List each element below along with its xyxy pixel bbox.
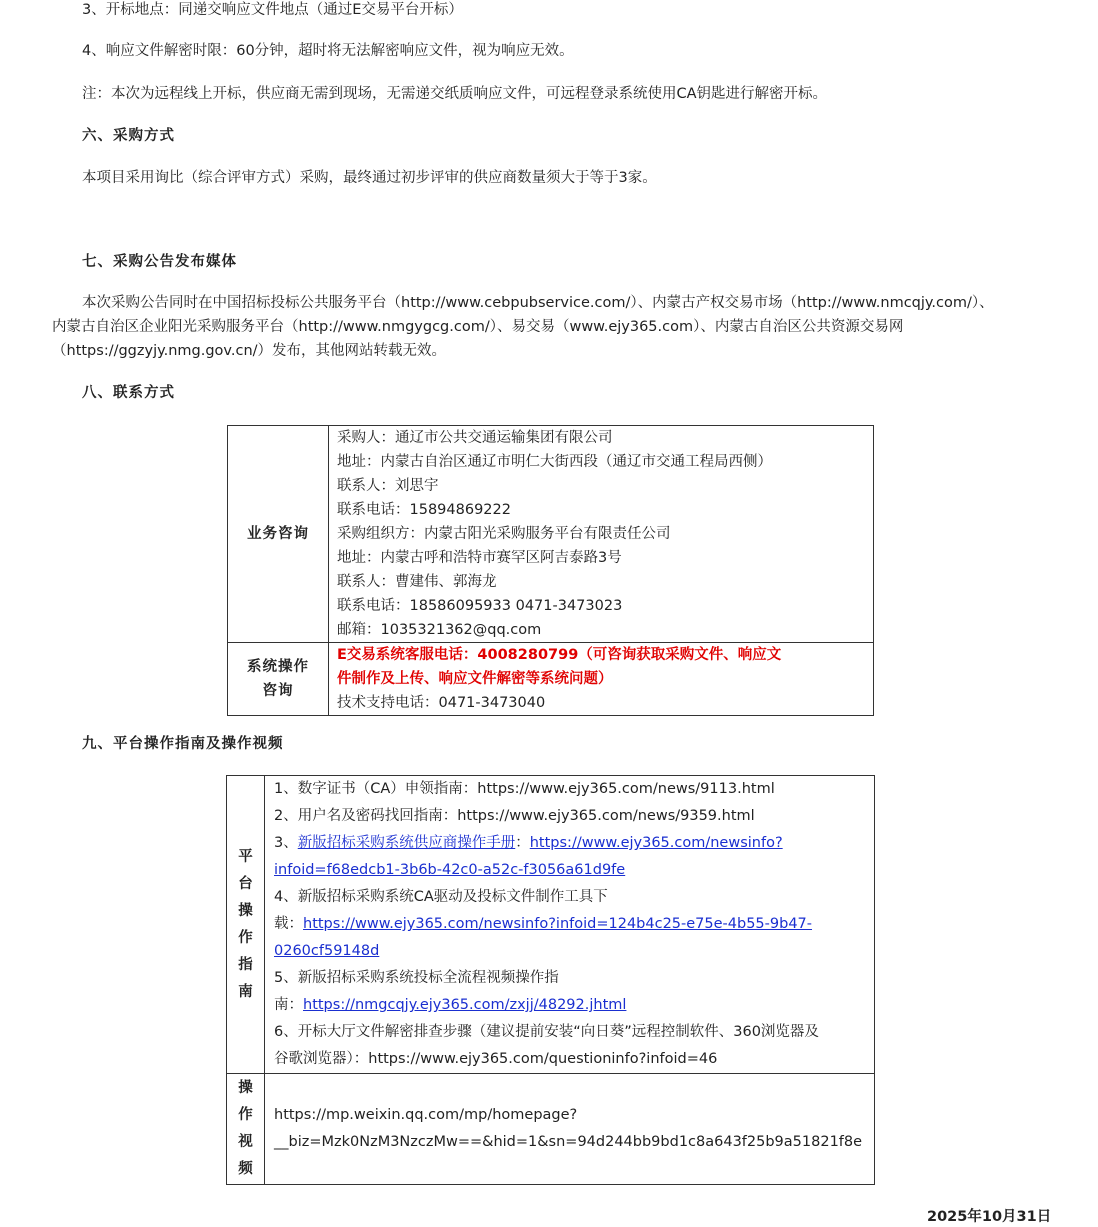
section6-text: 本项目采用询比（综合评审方式）采购，最终通过初步评审的供应商数量须大于等于3家。: [82, 170, 657, 186]
section7-line-3: （https://ggzyjy.nmg.gov.cn/）发布，其他网站转载无效。: [52, 343, 447, 359]
guide-item-ca-driver-url-cont: [274, 938, 865, 965]
guide-item-video: 5、新版招标采购系统投标全流程视频操作指: [274, 970, 559, 986]
video-url-line2: __biz=Mzk0NzM3NzczMw==&hid=1&sn=94d244bb9bd1c8a643f25b9a51821f8e: [274, 1134, 863, 1150]
system-consult-label-line2: 咨询: [262, 683, 294, 699]
guide-item-manual-url-cont: [274, 857, 865, 884]
guide-item-video-url: [274, 992, 865, 1019]
guide-label-char: 操: [238, 902, 253, 919]
organizer-contact-line: 联系人：曹建伟、郭海龙: [337, 574, 497, 590]
system-consult-label-line1: 系统操作: [247, 659, 309, 675]
guide-label-char: 南: [238, 983, 253, 1000]
ca-driver-link[interactable]: https://www.ejy365.com/newsinfo?infoid=124b4c25-e75e-4b55-9b47-: [303, 916, 813, 932]
video-label-char: 操: [238, 1080, 253, 1096]
tech-support-line: 技术支持电话：0471-3473040: [337, 695, 546, 711]
video-label-char: 视: [238, 1134, 253, 1150]
section8-heading: 八、联系方式: [82, 385, 175, 401]
section7-line-1: 本次采购公告同时在中国招标投标公共服务平台（http://www.cebpubservice.com/）、内蒙古产权交易市场（http://www.nmcqjy.com/）、: [82, 295, 994, 311]
video-label-cell: [227, 1074, 265, 1185]
business-consult-label: 业务咨询: [228, 426, 329, 643]
video-url-line1: https://mp.weixin.qq.com/mp/homepage?: [274, 1107, 578, 1123]
business-consult-row: [228, 426, 874, 643]
announcement-date: 2025年10月31日: [927, 1209, 1052, 1225]
hotline-red-line1: E交易系统客服电话：4008280799（可咨询获取采购文件、响应文: [337, 647, 782, 663]
hotline-red-line2: 件制作及上传、响应文件解密等系统问题）: [337, 671, 613, 687]
guide-item-ca-driver-url: [274, 911, 865, 938]
video-row: [227, 1074, 875, 1185]
section6-heading: 六、采购方式: [82, 128, 175, 144]
business-consult-content: [329, 426, 874, 643]
video-label-char: 作: [238, 1107, 253, 1123]
guide-label-char: 作: [238, 929, 253, 946]
supplier-manual-url-link-cont[interactable]: infoid=f68edcb1-3b6b-42c0-a52c-f3056a61d9fe: [274, 862, 626, 878]
purchaser-line: 采购人：通辽市公共交通运输集团有限公司: [337, 430, 613, 446]
organizer-line: 采购组织方：内蒙古阳光采购服务平台有限责任公司: [337, 526, 671, 542]
guide-table: [226, 775, 875, 1185]
organizer-address-line: 地址：内蒙古呼和浩特市赛罕区阿吉泰路3号: [337, 550, 622, 566]
decrypt-time-limit-text: 4、响应文件解密时限：60分钟，超时将无法解密响应文件，视为响应无效。: [82, 43, 574, 59]
guide-label-char: 指: [238, 956, 253, 973]
system-consult-label: [228, 643, 329, 716]
guide-vertical-label: [236, 844, 256, 1006]
section7-line-2: 内蒙古自治区企业阳光采购服务平台（http://www.nmgygcg.com/）、易交易（www.ejy365.com）、内蒙古自治区公共资源交易网: [52, 319, 904, 335]
guide-item-ca: 1、数字证书（CA）申领指南：https://www.ejy365.com/news/9113.html: [274, 781, 775, 797]
guide-label-char: 平: [238, 848, 253, 865]
purchaser-phone-line: 联系电话：15894869222: [337, 502, 511, 518]
guide-content: [265, 776, 875, 1074]
purchaser-address-line: 地址：内蒙古自治区通辽市明仁大街西段（通辽市交通工程局西侧）: [337, 454, 772, 470]
system-consult-content: [329, 643, 874, 716]
video-guide-link[interactable]: https://nmgcqjy.ejy365.com/zxjj/48292.jhtml: [303, 997, 627, 1013]
organizer-email-line: 邮箱：1035321362@qq.com: [337, 622, 542, 638]
guide-item-manual: [274, 830, 865, 857]
guide-item-decrypt-cont: 谷歌浏览器）：https://www.ejy365.com/questioninfo?infoid=46: [274, 1051, 718, 1067]
guide-row: [227, 776, 875, 1074]
contact-table: [227, 425, 874, 716]
opening-location-text: 3、开标地点：同递交响应文件地点（通过E交易平台开标）: [82, 2, 463, 18]
guide-label-cell: [227, 776, 265, 1074]
guide-item-manual-prefix: 3、: [274, 835, 298, 851]
guide-item-ca-driver: 4、新版招标采购系统CA驱动及投标文件制作工具下: [274, 889, 608, 905]
remote-opening-note: 注：本次为远程线上开标，供应商无需到现场，无需递交纸质响应文件，可远程登录系统使用CA钥匙进行解密开标。: [82, 86, 828, 102]
guide-item-decrypt: 6、开标大厅文件解密排查步骤（建议提前安装“向日葵”远程控制软件、360浏览器及: [274, 1024, 819, 1040]
supplier-manual-url-link[interactable]: https://www.ejy365.com/newsinfo?: [529, 835, 783, 851]
ca-driver-link-cont[interactable]: 0260cf59148d: [274, 943, 380, 959]
purchaser-contact-line: 联系人：刘思宇: [337, 478, 439, 494]
guide-item-ca-driver-cont: 载：: [274, 916, 303, 932]
section7-heading: 七、采购公告发布媒体: [82, 254, 237, 270]
organizer-phone-line: 联系电话：18586095933 0471-3473023: [337, 598, 623, 614]
guide-item-manual-colon: ：: [515, 835, 530, 851]
video-vertical-label: [236, 1075, 256, 1183]
system-consult-row: [228, 643, 874, 716]
video-content: [265, 1074, 875, 1185]
guide-item-video-cont: 南：: [274, 997, 303, 1013]
section9-heading: 九、平台操作指南及操作视频: [82, 736, 284, 752]
guide-label-char: 台: [238, 875, 253, 892]
supplier-manual-link[interactable]: 新版招标采购系统供应商操作手册: [297, 835, 516, 851]
guide-item-password: 2、用户名及密码找回指南：https://www.ejy365.com/news/9359.html: [274, 808, 755, 824]
video-label-char: 频: [238, 1161, 253, 1177]
